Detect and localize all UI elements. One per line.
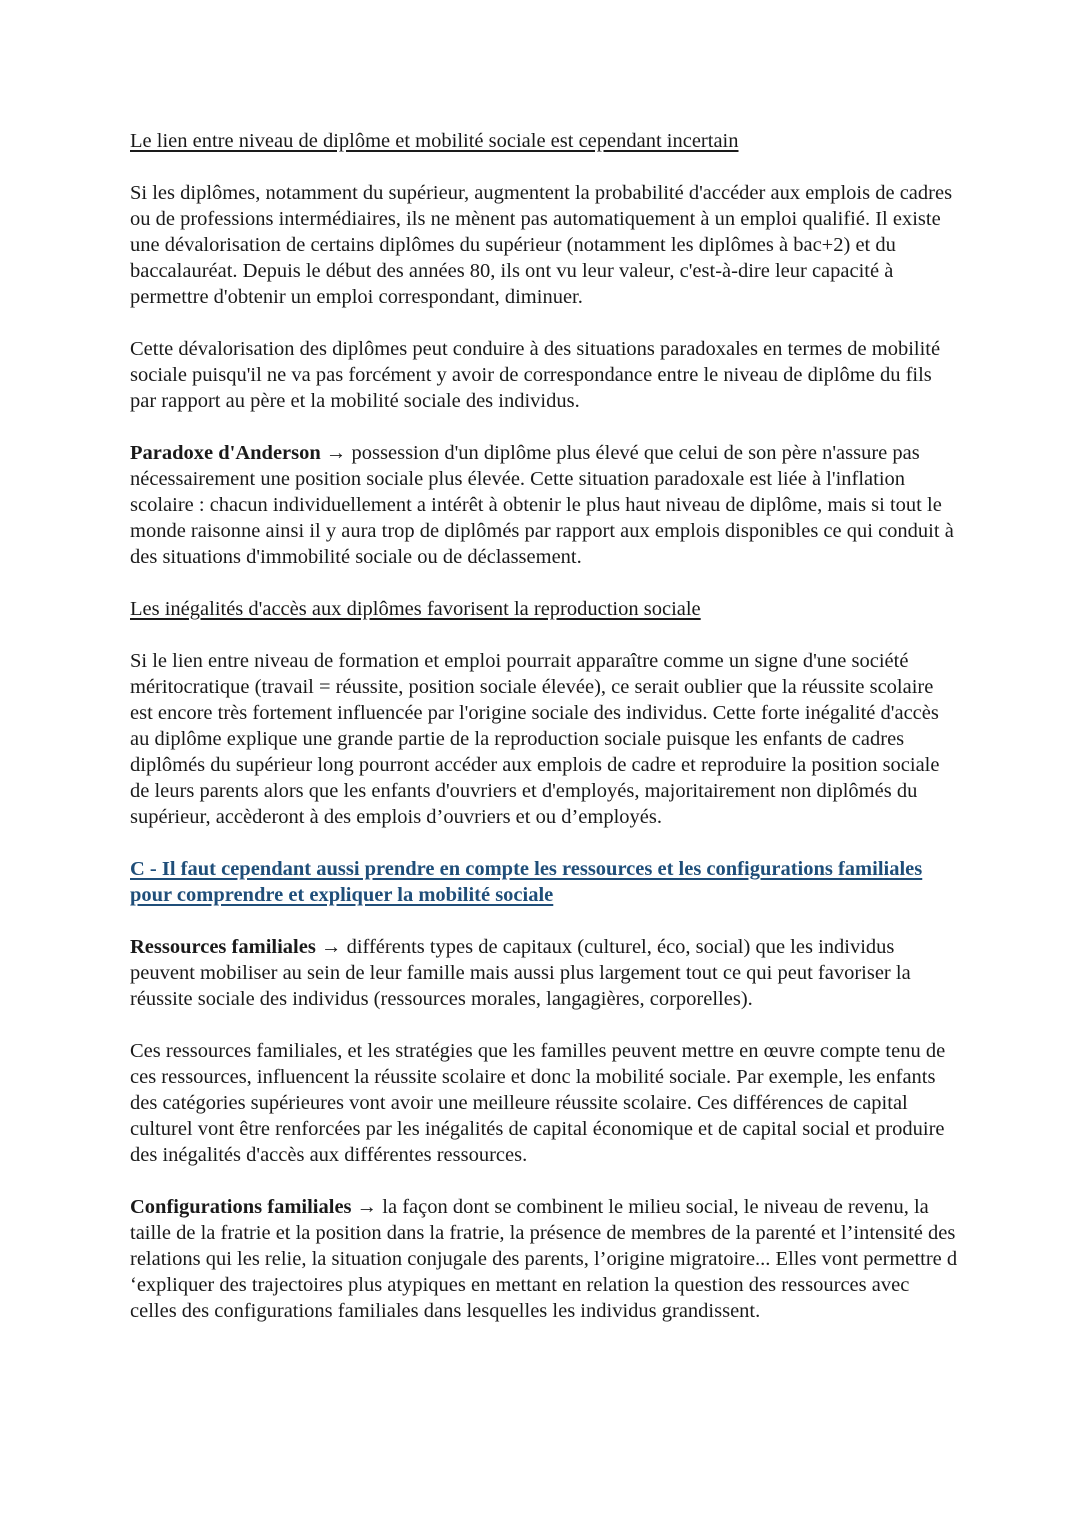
term-anderson-paradox: Paradoxe d'Anderson xyxy=(130,442,321,464)
paragraph-family-configurations xyxy=(130,1194,960,1324)
paragraph-family-resources xyxy=(130,934,960,1012)
definition-family-resources: → différents types de capitaux (culturel, éco, social) que les individus peuvent mobiliser au sein de leur famille mais aussi plus largement tout ce qui peut favoriser la réussite sociale des individus (ressources morales, langagières, corporelles). xyxy=(130,936,911,1010)
term-family-configurations: Configurations familiales xyxy=(130,1196,352,1218)
definition-family-configurations: → la façon dont se combinent le milieu social, le niveau de revenu, la taille de la fratrie et la position dans la fratrie, la présence de membres de la parenté et l’intensité des relations qui les relie, la situation conjugale des parents, l’origine migratoire... Elles vont permettre d ‘expliquer des trajectoires plus atypiques en mettant en relation la question des ressources avec celles des configurations familiales dans lesquelles les individus grandissent. xyxy=(130,1196,958,1322)
definition-anderson-paradox: → possession d'un diplôme plus élevé que celui de son père n'assure pas nécessairement une position sociale plus élevée. Cette situation paradoxale est liée à l'inflation scolaire : chacun individuellement a intérêt à obtenir le plus haut niveau de diplôme, mais si tout le monde raisonne ainsi il y aura trop de diplômés par rapport aux emplois disponibles ce qui conduit à des situations d'immobilité sociale ou de déclassement. xyxy=(130,442,954,568)
subheading-access-inequalities xyxy=(130,596,960,622)
subheading-text: Le lien entre niveau de diplôme et mobilité sociale est cependant incertain xyxy=(130,130,739,152)
paragraph-paradoxical-situations: Cette dévalorisation des diplômes peut conduire à des situations paradoxales en termes de mobilité sociale puisqu'il ne va pas forcément y avoir de correspondance entre le niveau de diplôme du fils par rapport au père et la mobilité sociale des individus. xyxy=(130,338,941,412)
paragraph-meritocracy: Si le lien entre niveau de formation et emploi pourrait apparaître comme un signe d'une société méritocratique (travail = réussite, position sociale élevée), ce serait oublier que la réussite scolaire est encore très fortement influencée par l'origine sociale des individus. Cette forte inégalité d'accès au diplôme explique une grande partie de la reproduction sociale puisque les enfants de cadres diplômés du supérieur long pourront accéder aux emplois de cadre et reproduire la position sociale de leurs parents alors que les enfants d'ouvriers et d'employés, majoritairement non diplômés du supérieur, accèderont à des emplois d’ouvriers et ou d’employés. xyxy=(130,650,940,828)
document-page xyxy=(130,128,960,1350)
paragraph-anderson-paradox xyxy=(130,440,960,570)
section-heading-c xyxy=(130,856,960,908)
subheading-text: Les inégalités d'accès aux diplômes favorisent la reproduction sociale xyxy=(130,598,701,620)
subheading-diploma-mobility xyxy=(130,128,960,154)
paragraph-diploma-devaluation: Si les diplômes, notamment du supérieur, augmentent la probabilité d'accéder aux emplois de cadres ou de professions intermédiaires, ils ne mènent pas automatiquement à un emploi qualifié. Il existe une dévalorisation de certains diplômes du supérieur (notamment les diplômes à bac+2) et du baccalauréat. Depuis le début des années 80, ils ont vu leur valeur, c'est-à-dire leur capacité à permettre d'obtenir un emploi correspondant, diminuer. xyxy=(130,182,953,308)
section-heading-text: C - Il faut cependant aussi prendre en compte les ressources et les configurations familiales pour comprendre et expliquer la mobilité sociale xyxy=(130,858,923,906)
term-family-resources: Ressources familiales xyxy=(130,936,316,958)
paragraph-resources-strategies: Ces ressources familiales, et les stratégies que les familles peuvent mettre en œuvre compte tenu de ces ressources, influencent la réussite scolaire et donc la mobilité sociale. Par exemple, les enfants des catégories supérieures vont avoir une meilleure réussite scolaire. Ces différences de capital culturel vont être renforcées par les inégalités de capital économique et de capital social et produire des inégalités d'accès aux différentes ressources. xyxy=(130,1040,946,1166)
